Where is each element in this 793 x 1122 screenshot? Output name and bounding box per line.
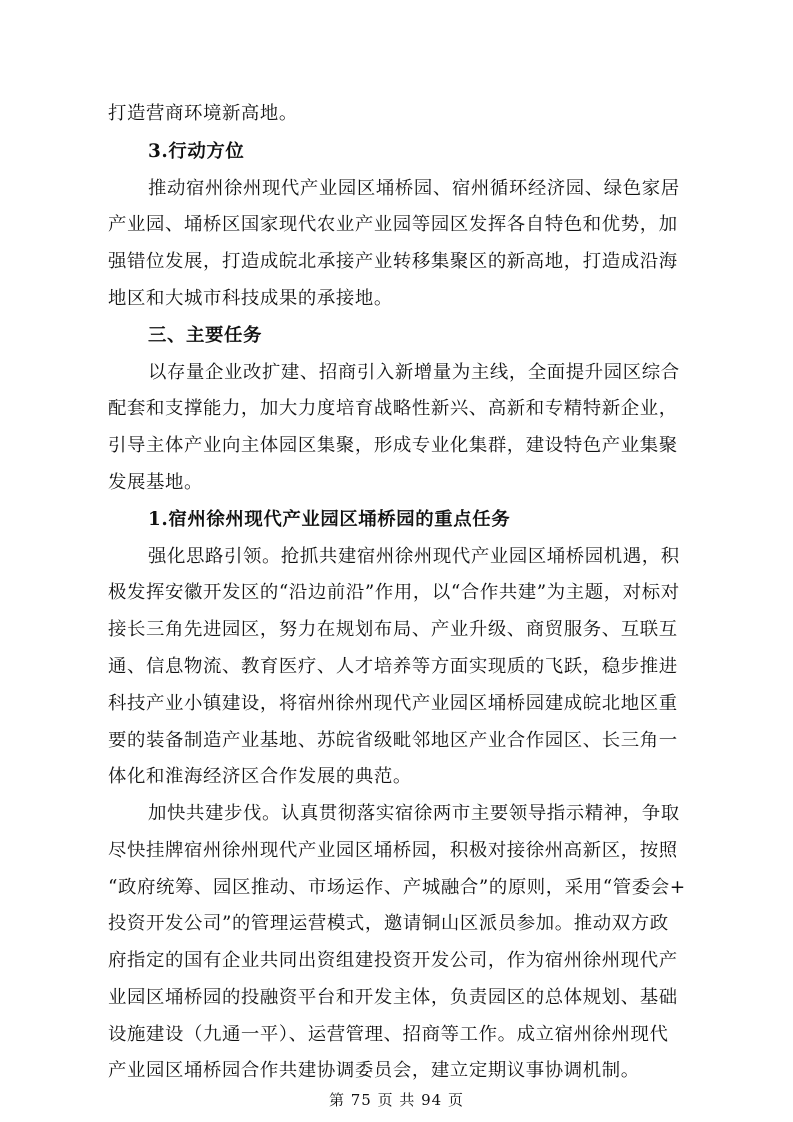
text-line: 产业园、埇桥区国家现代农业产业园等园区发挥各自特色和优势，加 — [108, 214, 678, 235]
text-line: 业园区埇桥园的投融资平台和开发主体，负责园区的总体规划、基础 — [108, 987, 678, 1008]
section-heading: 1.宿州徐州现代产业园区埇桥园的重点任务 — [148, 509, 511, 530]
text-line: 科技产业小镇建设，将宿州徐州现代产业园区埇桥园建成皖北地区重 — [108, 693, 678, 714]
text-line: 配套和支撑能力，加大力度培育战略性新兴、高新和专精特新企业， — [108, 398, 678, 419]
text-line: 产业园区埇桥园合作共建协调委员会，建立定期议事协调机制。 — [108, 1060, 640, 1081]
text-line: 加快共建步伐。认真贯彻落实宿徐两市主要领导指示精神，争取 — [148, 803, 680, 824]
text-line: 强错位发展，打造成皖北承接产业转移集聚区的新高地，打造成沿海 — [108, 251, 678, 272]
text-line: 推动宿州徐州现代产业园区埇桥园、宿州循环经济园、绿色家居 — [148, 178, 680, 199]
text-line: 打造营商环境新高地。 — [108, 103, 298, 124]
section-heading: 3.行动方位 — [148, 141, 245, 162]
page-number: 第 75 页 共 94 页 — [328, 1091, 464, 1109]
text-line: “政府统筹、园区推动、市场运作、产城融合”的原则，采用“管委会+ — [108, 877, 686, 898]
section-heading: 三、主要任务 — [148, 325, 262, 346]
text-line: 接长三角先进园区，努力在规划布局、产业升级、商贸服务、互联互 — [108, 619, 678, 640]
text-line: 极发挥安徽开发区的“沿边前沿”作用，以“合作共建”为主题，对标对 — [108, 582, 680, 603]
text-line: 府指定的国有企业共同出资组建投资开发公司，作为宿州徐州现代产 — [108, 950, 678, 971]
text-line: 投资开发公司”的管理运营模式，邀请铜山区派员参加。推动双方政 — [108, 913, 669, 934]
text-line: 以存量企业改扩建、招商引入新增量为主线，全面提升园区综合 — [148, 362, 680, 383]
text-line: 通、信息物流、教育医疗、人才培养等方面实现质的飞跃，稳步推进 — [108, 656, 678, 677]
text-line: 设施建设（九通一平）、运营管理、招商等工作。成立宿州徐州现代 — [108, 1024, 669, 1045]
text-line: 发展基地。 — [108, 472, 203, 493]
text-line: 要的装备制造产业基地、苏皖省级毗邻地区产业合作园区、长三角一 — [108, 730, 678, 751]
text-line: 尽快挂牌宿州徐州现代产业园区埇桥园，积极对接徐州高新区，按照 — [108, 840, 678, 861]
text-line: 强化思路引领。抢抓共建宿州徐州现代产业园区埇桥园机遇，积 — [148, 546, 680, 567]
text-line: 地区和大城市科技成果的承接地。 — [108, 288, 393, 309]
text-line: 引导主体产业向主体园区集聚，形成专业化集群，建设特色产业集聚 — [108, 435, 678, 456]
text-line: 体化和淮海经济区合作发展的典范。 — [108, 766, 412, 787]
